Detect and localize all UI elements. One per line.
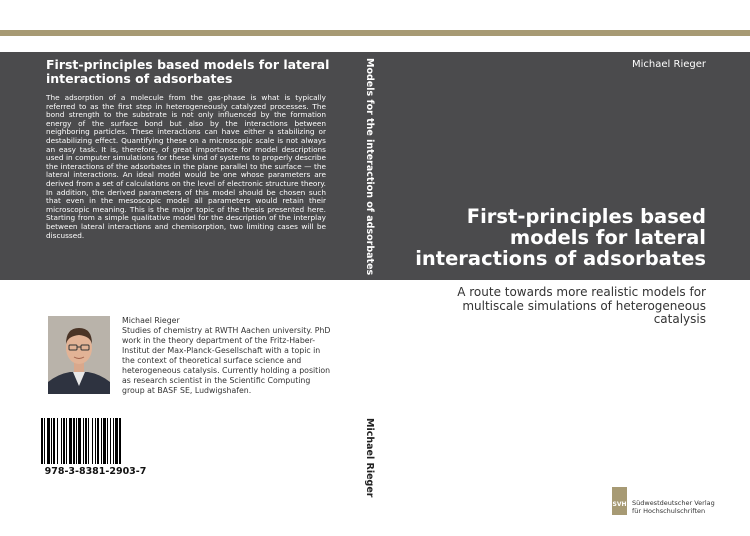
- bio-name: Michael Rieger: [122, 316, 180, 325]
- barcode-bars: [41, 418, 151, 464]
- publisher-logo: [612, 487, 732, 521]
- bio-text: Studies of chemistry at RWTH Aachen university. PhD work in the theory department of the Fritz-Haber-Institut der Max-Planck-Gesellschaft with a topic in the context of theoretical surface science and heterogeneous catalysis. Currently holding a position as research scientist in the Scientific Computing group at BASF SE, Ludwigshafen.: [122, 326, 331, 395]
- publisher-mark-text: SVH: [612, 501, 627, 508]
- author-photo: [48, 316, 110, 394]
- publisher-mark: [612, 487, 627, 515]
- spine-title: Models for the interaction of adsorbates: [364, 58, 375, 276]
- back-cover-abstract: The adsorption of a molecule from the gas-phase is what is typically referred to as the first step in heterogeneously catalyzed processes. The bond strength to the substrate is not only influenced by the formation energy of the surface bond but also by the interactions between neighboring particles. These interactions can have either a stabilizing or destabilizing effect. Quantifying these on a microscopic scale is not always an easy task. It is, therefore, of great importance for model descriptions used in computer simulations for these kind of systems to properly describe the interactions of the adsorbates in the plane parallel to the surface — the lateral interactions. An ideal model would be one whose parameters are derived from a set of calculations on the level of electronic structure theory. In addition, the derived parameters of this model should be chosen such that even in the mesoscopic model all parameters would retain their microscopic meaning. This is the major topic of the thesis presented here. Starting from a simple qualitative model for the description of the interplay between lateral interactions and chemisorption, two limiting cases will be discussed.: [46, 93, 326, 240]
- publisher-name-line2: für Hochschulschriften: [632, 506, 706, 515]
- publisher-name-line1: Südwestdeutscher Verlag: [632, 499, 715, 507]
- author-bio: [122, 316, 332, 396]
- isbn-number: 978-3-8381-2903-7: [44, 466, 147, 477]
- publisher-name: [632, 500, 715, 515]
- isbn-barcode: [37, 418, 154, 480]
- barcode-bar: [121, 418, 122, 464]
- back-cover-title: First-principles based models for lateral interactions of adsorbates: [46, 57, 330, 86]
- front-cover-subtitle: A route towards more realistic models for multiscale simulations of heterogeneous catalysis: [457, 285, 706, 326]
- front-cover-title: First-principles based models for lateral interactions of adsorbates: [415, 205, 706, 270]
- top-accent-stripe: [0, 30, 750, 36]
- spine-author: Michael Rieger: [364, 418, 375, 498]
- front-cover-author: Michael Rieger: [632, 59, 706, 70]
